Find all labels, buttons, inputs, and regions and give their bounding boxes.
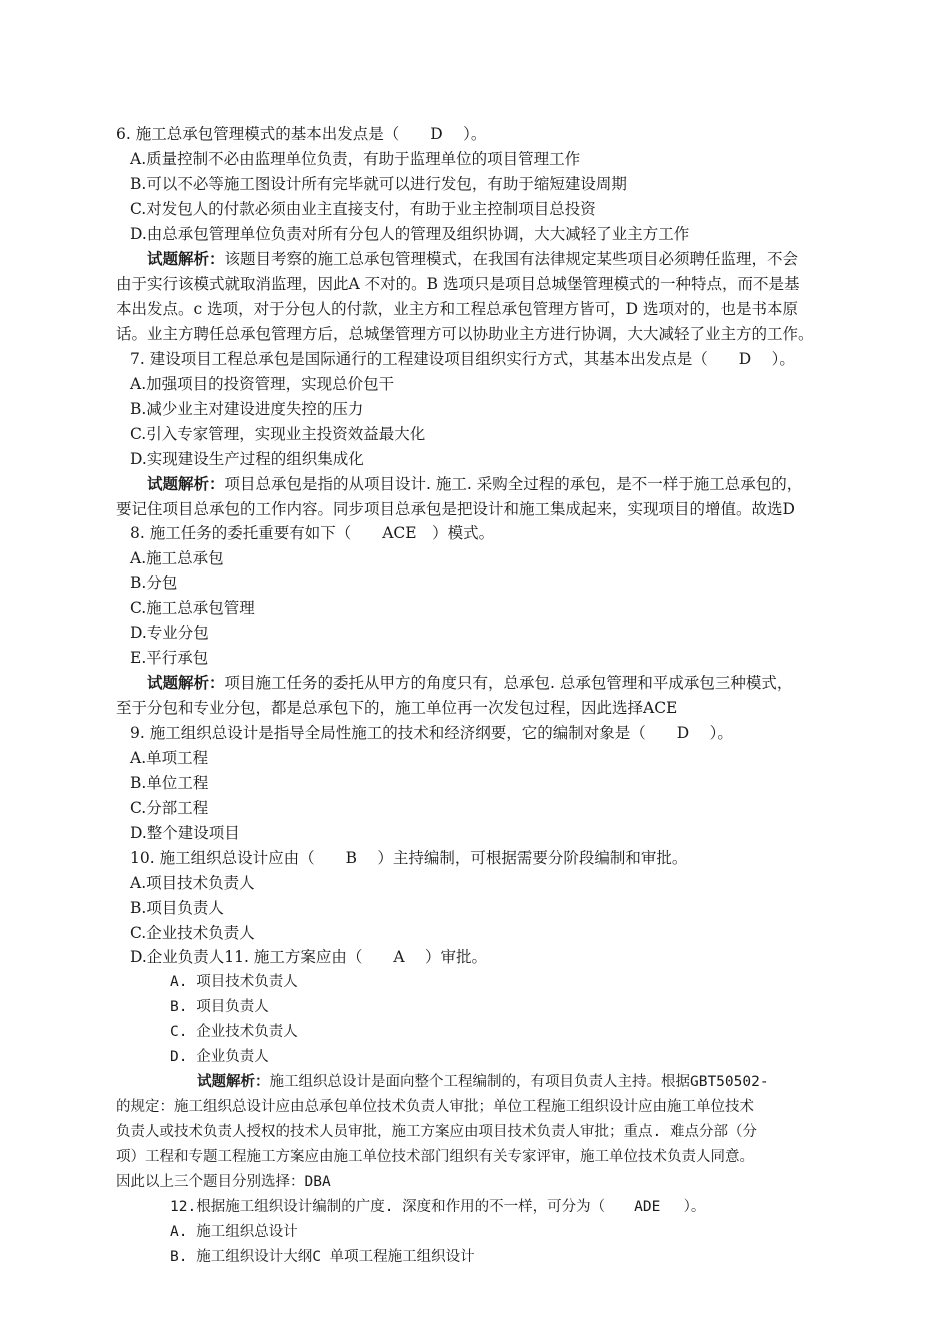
analysis-label: 试题解析： [197,1074,270,1090]
option-b-c: B. 施工组织设计大纲C 单项工程施工组织设计 [170,1249,475,1265]
option-d: D. 企业负责人 [170,1049,269,1065]
option-a: A.质量控制不必由监理单位负责，有助于监理单位的项目管理工作 [130,150,581,168]
analysis-text: 该题目考察的施工总承包管理模式，在我国有法律规定某些项目必须聘任监理，不会 [224,250,799,268]
analysis-line: 要记住项目总承包的工作内容。同步项目总承包是把设计和施工集成起来，实现项目的增值。故选D [116,500,795,518]
question-8: 8. 施工任务的委托重要有如下（ ACE ）模式。 [130,524,495,542]
analysis-line [197,1070,769,1094]
option-d: D.由总承包管理单位负责对所有分包人的管理及组织协调，大大减轻了业主方工作 [130,225,690,243]
option-a: A. 项目技术负责人 [170,974,298,990]
analysis-line: 由于实行该模式就取消监理，因此A 不对的。B 选项只是项目总城堡管理模式的一种特点，而不是基 [116,275,800,293]
option-a: A.施工总承包 [130,549,224,567]
option-c: C.企业技术负责人 [130,924,255,942]
analysis-line: 负责人或技术负责人授权的技术人员审批，施工方案应由项目技术负责人审批；重点. 难点分部（分 [116,1124,757,1140]
option-c: C.分部工程 [130,799,209,817]
option-d: D.整个建设项目 [130,824,240,842]
option-b: B. 项目负责人 [170,999,269,1015]
analysis-line: 的规定：施工组织总设计应由总承包单位技术负责人审批；单位工程施工组织设计应由施工单位技术 [116,1099,754,1115]
analysis-text: 项目施工任务的委托从甲方的角度只有，总承包. 总承包管理和平成承包三种模式， [224,674,793,692]
analysis-line: 本出发点。c 选项，对于分包人的付款，业主方和工程总承包管理方皆可，D 选项对的，也是书本原 [116,300,798,318]
option-c: C. 企业技术负责人 [170,1024,298,1040]
option-b: B.项目负责人 [130,899,224,917]
analysis-label: 试题解析： [147,474,225,493]
option-a: A.加强项目的投资管理，实现总价包干 [130,375,395,393]
analysis-text: 项目总承包是指的从项目设计. 施工. 采购全过程的承包，是不一样于施工总承包的， [224,475,803,493]
question-12: 12.根据施工组织设计编制的广度. 深度和作用的不一样，可分为（ ADE ）。 [170,1199,706,1215]
option-a: A.项目技术负责人 [130,874,255,892]
option-b: B.可以不必等施工图设计所有完毕就可以进行发包，有助于缩短建设周期 [130,175,627,193]
option-d-question-11: D.企业负责人11. 施工方案应由（ A ）审批。 [130,948,488,966]
option-d: D.专业分包 [130,624,209,642]
analysis-label: 试题解析： [147,249,225,268]
analysis-line: 至于分包和专业分包，都是总承包下的，施工单位再一次发包过程，因此选择ACE [116,699,678,717]
option-b: B.减少业主对建设进度失控的压力 [130,400,364,418]
analysis-line: 因此以上三个题目分别选择：DBA [116,1174,331,1190]
option-c: C.对发包人的付款必须由业主直接支付，有助于业主控制项目总投资 [130,200,596,218]
analysis-label: 试题解析： [147,673,225,692]
option-c: C.施工总承包管理 [130,599,255,617]
question-7: 7. 建设项目工程总承包是国际通行的工程建设项目组织实行方式，其基本出发点是（ D ）。 [130,350,795,368]
option-c: C.引入专家管理，实现业主投资效益最大化 [130,425,426,443]
question-9: 9. 施工组织总设计是指导全局性施工的技术和经济纲要，它的编制对象是（ D ）。 [130,724,733,742]
option-a: A. 施工组织总设计 [170,1224,298,1240]
analysis-line: 项）工程和专题工程施工方案应由施工单位技术部门组织有关专家评审，施工单位技术负责人同意。 [116,1149,754,1165]
analysis-line [147,247,798,271]
analysis-line [147,671,792,695]
option-b: B.单位工程 [130,774,209,792]
analysis-text: 施工组织总设计是面向整个工程编制的，有项目负责人主持。根据GBT50502- [269,1074,769,1090]
analysis-line: 话。业主方聘任总承包管理方后，总城堡管理方可以协助业主方进行协调，大大减轻了业主方的工作。 [116,325,814,343]
question-10: 10. 施工组织总设计应由（ B ）主持编制，可根据需要分阶段编制和审批。 [130,849,688,867]
analysis-line [147,472,802,496]
option-b: B.分包 [130,574,178,592]
option-d: D.实现建设生产过程的组织集成化 [130,450,364,468]
question-6: 6. 施工总承包管理模式的基本出发点是（ D ）。 [116,125,487,143]
option-e: E.平行承包 [130,649,209,667]
option-a: A.单项工程 [130,749,209,767]
